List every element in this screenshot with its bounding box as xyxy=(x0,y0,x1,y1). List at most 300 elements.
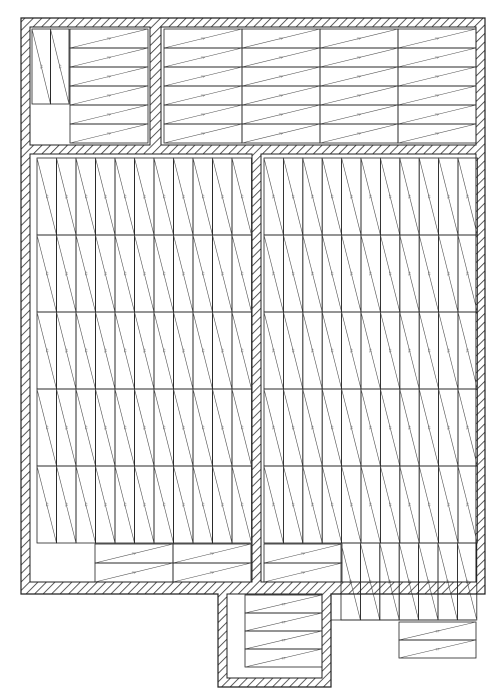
solar-panel xyxy=(164,124,242,143)
solar-panel xyxy=(439,389,458,466)
solar-panel xyxy=(57,158,77,235)
solar-panel xyxy=(283,466,302,543)
solar-panel xyxy=(342,158,361,235)
panel-label: TP xyxy=(466,194,471,199)
panel-label: TP xyxy=(369,194,374,199)
panel-label: TP xyxy=(201,502,206,507)
panel-label: TP xyxy=(434,113,440,117)
solar-panel xyxy=(283,312,302,389)
solar-panel xyxy=(95,544,173,563)
panel-label: TP xyxy=(84,194,89,199)
solar-panel xyxy=(322,466,341,543)
panel-label: TP xyxy=(434,132,440,136)
solar-panel xyxy=(115,158,135,235)
panel-label: TP xyxy=(106,37,112,41)
panel-label: TP xyxy=(311,194,315,199)
panel-label: TP xyxy=(106,75,112,79)
panel-label: TP xyxy=(162,425,167,430)
panel-label: TP xyxy=(209,571,215,575)
solar-panel xyxy=(135,312,155,389)
panel-label: TP xyxy=(240,425,245,430)
solar-panel xyxy=(213,389,233,466)
panel-label: TP xyxy=(435,647,440,652)
panel-label: TP xyxy=(142,271,147,276)
panel-label: TP xyxy=(200,132,206,136)
panel-label: TP xyxy=(123,271,128,276)
solar-panel xyxy=(174,312,194,389)
panel-label: TP xyxy=(272,502,277,507)
solar-panel xyxy=(398,105,476,124)
solar-panel xyxy=(400,312,419,389)
solar-panel xyxy=(76,389,96,466)
solar-panel xyxy=(115,466,135,543)
panel-label: TP xyxy=(349,425,354,430)
panel-label: TP xyxy=(272,194,277,199)
panel-label: TP xyxy=(39,64,44,69)
panel-label: TP xyxy=(281,602,286,607)
panel-label: TP xyxy=(162,502,167,507)
panel-label: TP xyxy=(291,425,296,430)
solar-panel xyxy=(70,48,148,67)
panel-label: TP xyxy=(330,271,335,276)
hatched-walls xyxy=(21,18,485,687)
solar-panel xyxy=(322,158,341,235)
panel-label: TP xyxy=(300,552,306,556)
panel-label: TP xyxy=(240,348,245,353)
solar-panel xyxy=(264,544,342,563)
panel-label: TP xyxy=(181,348,186,353)
panel-label: TP xyxy=(446,194,451,199)
solar-panel xyxy=(37,158,57,235)
panel-label: TP xyxy=(84,425,89,430)
panel-label: TP xyxy=(369,348,374,353)
panel-label: TP xyxy=(103,271,108,276)
panel-label: TP xyxy=(311,502,315,507)
panel-label: TP xyxy=(466,425,471,430)
solar-panel xyxy=(398,48,476,67)
panel-label: TP xyxy=(103,194,108,199)
solar-panel xyxy=(458,158,477,235)
solar-panel xyxy=(173,544,251,563)
solar-panel xyxy=(96,158,116,235)
panel-label: TP xyxy=(220,194,225,199)
panel-label: TP xyxy=(142,502,147,507)
panel-label: TP xyxy=(84,271,89,276)
panel-label: TP xyxy=(434,37,440,41)
solar-panel xyxy=(303,466,322,543)
panel-label: TP xyxy=(426,579,431,584)
panel-label: TP xyxy=(201,194,206,199)
solar-panel xyxy=(37,312,57,389)
panel-label: TP xyxy=(45,194,50,199)
solar-panel xyxy=(303,235,322,312)
solar-panel xyxy=(419,158,438,235)
solar-panel xyxy=(320,29,398,48)
panel-label: TP xyxy=(45,271,50,276)
panel-label: TP xyxy=(278,113,284,117)
room-outline xyxy=(30,154,252,582)
panel-label: TP xyxy=(272,271,277,276)
solar-panel xyxy=(245,631,322,649)
panel-label: TP xyxy=(330,425,335,430)
solar-panel xyxy=(242,29,320,48)
panel-label: TP xyxy=(200,56,206,60)
panel-label: TP xyxy=(106,56,112,60)
solar-panel xyxy=(342,389,361,466)
solar-panel xyxy=(322,312,341,389)
solar-panel xyxy=(361,235,380,312)
solar-panel xyxy=(361,466,380,543)
room-outline xyxy=(227,594,322,678)
panel-label: TP xyxy=(388,502,393,507)
panel-label: TP xyxy=(388,579,392,584)
solar-panel xyxy=(135,158,155,235)
solar-panel xyxy=(164,29,242,48)
solar-panel xyxy=(115,389,135,466)
solar-panel xyxy=(193,235,213,312)
panel-label: TP xyxy=(446,271,451,276)
panel-label: TP xyxy=(435,629,440,634)
solar-panel xyxy=(245,649,322,667)
solar-panel xyxy=(399,622,476,640)
panel-label: TP xyxy=(349,502,354,507)
solar-panel xyxy=(213,466,233,543)
solar-panel xyxy=(32,29,51,104)
solar-panel xyxy=(96,389,116,466)
panel-label: TP xyxy=(434,75,440,79)
panel-label: TP xyxy=(311,425,315,430)
solar-panel xyxy=(70,86,148,105)
solar-panel xyxy=(115,312,135,389)
solar-panel xyxy=(398,29,476,48)
panel-label: TP xyxy=(200,37,206,41)
solar-panel xyxy=(342,235,361,312)
panel-label: TP xyxy=(356,132,362,136)
solar-panel xyxy=(320,67,398,86)
solar-panel xyxy=(361,158,380,235)
panel-label: TP xyxy=(142,194,147,199)
solar-panel xyxy=(264,466,283,543)
solar-panel xyxy=(400,158,419,235)
solar-panel xyxy=(303,158,322,235)
panel-label: TP xyxy=(434,94,440,98)
solar-panel xyxy=(320,124,398,143)
solar-panel xyxy=(419,312,438,389)
panel-label: TP xyxy=(181,194,186,199)
solar-panel xyxy=(361,389,380,466)
solar-panel xyxy=(51,29,70,104)
solar-panel xyxy=(242,67,320,86)
solar-panel xyxy=(154,389,174,466)
panel-label: TP xyxy=(123,425,128,430)
panel-label: TP xyxy=(201,425,206,430)
solar-panel xyxy=(458,389,477,466)
panel-label: TP xyxy=(369,271,374,276)
panel-label: TP xyxy=(278,94,284,98)
panel-label: TP xyxy=(200,113,206,117)
solar-panel xyxy=(232,466,252,543)
solar-panel xyxy=(320,105,398,124)
panel-label: TP xyxy=(45,425,50,430)
solar-panel xyxy=(439,235,458,312)
solar-panel xyxy=(76,312,96,389)
solar-panel xyxy=(57,466,77,543)
panel-label: TP xyxy=(446,348,451,353)
panel-label: TP xyxy=(131,571,137,575)
solar-panel xyxy=(380,312,399,389)
panel-label: TP xyxy=(356,113,362,117)
panel-label: TP xyxy=(408,348,412,353)
panel-label: TP xyxy=(466,271,471,276)
panel-label: TP xyxy=(201,348,206,353)
solar-panel xyxy=(380,158,399,235)
solar-panel xyxy=(439,158,458,235)
panel-label: TP xyxy=(408,194,412,199)
panel-label: TP xyxy=(272,425,277,430)
solar-panel xyxy=(70,29,148,48)
solar-panel xyxy=(76,158,96,235)
solar-panel xyxy=(37,389,57,466)
panel-label: TP xyxy=(103,425,108,430)
panel-label: TP xyxy=(123,348,128,353)
solar-panel xyxy=(264,235,283,312)
panel-label: TP xyxy=(142,425,147,430)
solar-panel xyxy=(193,312,213,389)
solar-panel xyxy=(232,389,252,466)
panel-label: TP xyxy=(209,552,215,556)
solar-panel xyxy=(193,389,213,466)
solar-panel xyxy=(398,67,476,86)
solar-panel xyxy=(95,563,173,582)
solar-panel xyxy=(174,158,194,235)
panel-label: TP xyxy=(466,348,471,353)
panel-label: TP xyxy=(240,271,245,276)
solar-panel xyxy=(245,595,322,613)
solar-panel xyxy=(96,312,116,389)
panel-label: TP xyxy=(427,271,432,276)
panel-label: TP xyxy=(369,502,374,507)
panel-label: TP xyxy=(278,132,284,136)
panel-label: TP xyxy=(181,425,186,430)
panel-label: TP xyxy=(446,579,451,584)
panel-label: TP xyxy=(330,348,335,353)
solar-panel xyxy=(154,466,174,543)
solar-panel xyxy=(400,466,419,543)
solar-panel xyxy=(164,105,242,124)
solar-panel xyxy=(303,389,322,466)
panel-label: TP xyxy=(466,502,471,507)
solar-panel xyxy=(439,312,458,389)
panel-label: TP xyxy=(220,271,225,276)
panel-label: TP xyxy=(388,194,393,199)
solar-panel xyxy=(400,235,419,312)
solar-panel xyxy=(213,235,233,312)
solar-panel xyxy=(399,640,476,658)
solar-panel xyxy=(342,312,361,389)
solar-panel xyxy=(57,389,77,466)
solar-panel xyxy=(458,312,477,389)
solar-panel xyxy=(322,389,341,466)
solar-panel xyxy=(37,235,57,312)
solar-panel xyxy=(380,466,399,543)
solar-panel xyxy=(264,312,283,389)
solar-panel xyxy=(264,389,283,466)
panel-label: TP xyxy=(427,194,432,199)
solar-panel xyxy=(419,389,438,466)
panel-label: TP xyxy=(368,579,373,584)
panel-label: TP xyxy=(106,132,112,136)
panel-label: TP xyxy=(281,620,286,625)
solar-panel xyxy=(174,389,194,466)
solar-panel xyxy=(70,124,148,143)
solar-panel xyxy=(70,105,148,124)
solar-panel xyxy=(439,466,458,543)
solar-panel xyxy=(400,389,419,466)
solar-panel xyxy=(76,235,96,312)
solar-panel xyxy=(115,235,135,312)
panel-label: TP xyxy=(142,348,147,353)
panel-label: TP xyxy=(64,348,69,353)
solar-panel xyxy=(283,235,302,312)
panel-label: TP xyxy=(388,348,393,353)
solar-panel xyxy=(283,389,302,466)
panel-label: TP xyxy=(103,502,108,507)
panel-label: TP xyxy=(349,348,354,353)
solar-panel xyxy=(154,235,174,312)
solar-panel xyxy=(419,235,438,312)
solar-panel xyxy=(135,235,155,312)
panel-label: TP xyxy=(84,348,89,353)
solar-panel xyxy=(320,86,398,105)
solar-panel xyxy=(174,466,194,543)
solar-panel xyxy=(242,105,320,124)
panel-label: TP xyxy=(64,194,69,199)
panel-label: TP xyxy=(356,94,362,98)
panel-label: TP xyxy=(278,56,284,60)
solar-panel xyxy=(342,466,361,543)
solar-panel xyxy=(320,48,398,67)
panel-label: TP xyxy=(278,75,284,79)
solar-panel xyxy=(242,86,320,105)
solar-panel xyxy=(361,312,380,389)
solar-panel xyxy=(232,158,252,235)
solar-panel xyxy=(303,312,322,389)
panel-label: TP xyxy=(330,194,335,199)
solar-panel xyxy=(135,466,155,543)
solar-panel xyxy=(322,235,341,312)
panel-label: TP xyxy=(349,194,354,199)
solar-panel xyxy=(174,235,194,312)
solar-panel xyxy=(264,563,342,582)
solar-panel xyxy=(70,67,148,86)
panel-label: TP xyxy=(291,194,296,199)
panel-label: TP xyxy=(311,348,315,353)
panel-label: TP xyxy=(300,571,306,575)
solar-panel xyxy=(96,466,116,543)
solar-panel xyxy=(193,158,213,235)
panel-label: TP xyxy=(388,425,393,430)
panel-label: TP xyxy=(103,348,108,353)
panel-label: TP xyxy=(200,94,206,98)
panel-label: TP xyxy=(123,502,128,507)
panel-label: TP xyxy=(64,425,69,430)
panel-label: TP xyxy=(201,271,206,276)
solar-panel xyxy=(164,67,242,86)
solar-panel xyxy=(458,235,477,312)
panel-label: TP xyxy=(220,348,225,353)
panel-label: TP xyxy=(369,425,374,430)
solar-panel xyxy=(213,158,233,235)
panel-label: TP xyxy=(181,271,186,276)
panel-label: TP xyxy=(220,425,225,430)
panel-label: TP xyxy=(106,94,112,98)
solar-panel xyxy=(380,389,399,466)
panel-label: TP xyxy=(84,502,89,507)
panel-label: TP xyxy=(356,37,362,41)
panel-label: TP xyxy=(281,638,286,643)
panel-label: TP xyxy=(408,271,412,276)
panel-label: TP xyxy=(427,502,432,507)
panel-label: TP xyxy=(349,271,354,276)
panel-label: TP xyxy=(58,64,63,69)
panel-label: TP xyxy=(240,502,245,507)
solar-panel xyxy=(458,466,477,543)
solar-panel xyxy=(164,86,242,105)
panel-label: TP xyxy=(240,194,245,199)
panel-label: TP xyxy=(330,502,335,507)
panel-label: TP xyxy=(349,579,354,584)
panel-label: TP xyxy=(427,425,432,430)
solar-panel xyxy=(173,563,251,582)
panel-label: TP xyxy=(291,348,296,353)
panel-label: TP xyxy=(356,75,362,79)
panel-label: TP xyxy=(291,271,296,276)
solar-panel xyxy=(283,158,302,235)
panel-label: TP xyxy=(291,502,296,507)
panel-label: TP xyxy=(311,271,315,276)
panel-label: TP xyxy=(356,56,362,60)
panel-label: TP xyxy=(131,552,137,556)
solar-panel xyxy=(242,48,320,67)
panel-label: TP xyxy=(446,502,451,507)
panel-label: TP xyxy=(64,502,69,507)
solar-panel xyxy=(57,312,77,389)
solar-panel xyxy=(154,158,174,235)
panel-label: TP xyxy=(220,502,225,507)
panel-label: TP xyxy=(408,502,412,507)
panel-label: TP xyxy=(181,502,186,507)
panel-label: TP xyxy=(162,348,167,353)
panel-label: TP xyxy=(64,271,69,276)
panel-label: TP xyxy=(45,502,50,507)
panel-label: TP xyxy=(446,425,451,430)
panel-label: TP xyxy=(281,656,286,661)
solar-panel xyxy=(37,466,57,543)
room-outline xyxy=(261,154,476,582)
solar-panel xyxy=(164,48,242,67)
panel-label: TP xyxy=(272,348,277,353)
solar-panel xyxy=(419,466,438,543)
panel-label: TP xyxy=(106,113,112,117)
solar-panel xyxy=(380,235,399,312)
panel-label: TP xyxy=(427,348,432,353)
panel-label: TP xyxy=(434,56,440,60)
solar-panel xyxy=(193,466,213,543)
solar-panel xyxy=(57,235,77,312)
panel-label: TP xyxy=(162,271,167,276)
solar-panel xyxy=(154,312,174,389)
panel-label: TP xyxy=(162,194,167,199)
